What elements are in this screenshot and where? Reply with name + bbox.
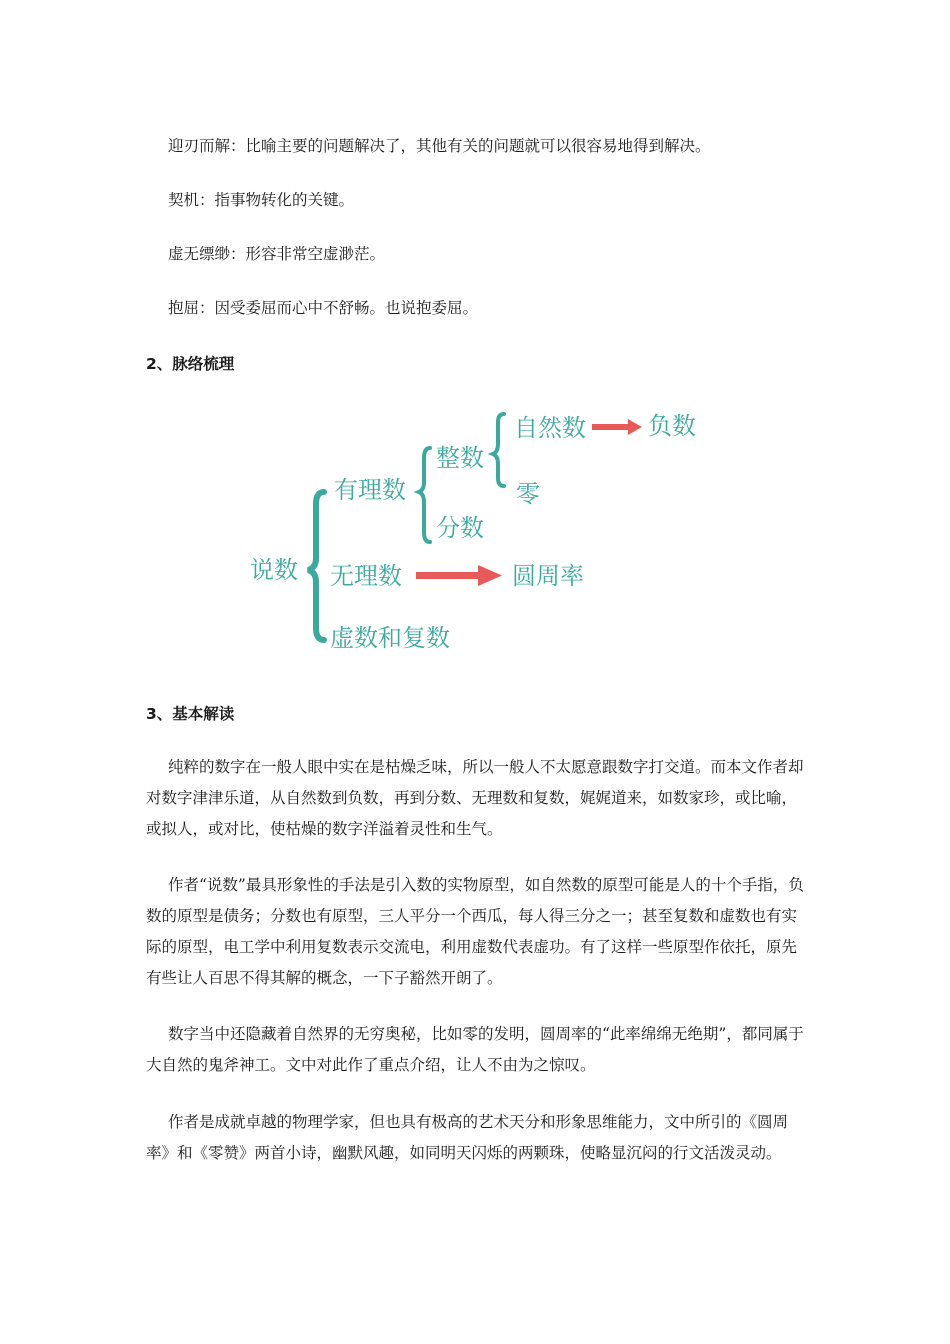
root-brace xyxy=(308,492,324,640)
paragraph-2: 作者“说数”最具形象性的手法是引入数的实物原型，如自然数的原型可能是人的十个手指，负数的原型是债务；分数也有原型，三人平分一个西瓜，每人得三分之一；甚至复数和虚数也有实际的原型，电工学中利用复数表示交流电，利用虚数代表虚功。有了这样一些原型作依托，原先有些让人百思不得其解的概念，一下子豁然开朗了。 xyxy=(146,876,804,987)
definition-2: 契机：指事物转化的关键。 xyxy=(168,191,355,209)
fraction-label: 分数 xyxy=(436,514,484,542)
pi-label: 圆周率 xyxy=(512,562,584,590)
section-3-heading: 3、基本解读 xyxy=(146,705,235,723)
negative-label: 负数 xyxy=(648,412,696,440)
rational-brace xyxy=(419,448,430,542)
definition-1: 迎刃而解：比喻主要的问题解决了，其他有关的问题就可以很容易地得到解决。 xyxy=(168,137,711,155)
paragraph-1: 纯粹的数字在一般人眼中实在是枯燥乏味，所以一般人不太愿意跟数字打交道。而本文作者却对数字津津乐道，从自然数到负数，再到分数、无理数和复数，娓娓道来，如数家珍，或比喻，或拟人，或对比，使枯燥的数字洋溢着灵性和生气。 xyxy=(146,758,804,838)
root-label: 说数 xyxy=(250,556,298,584)
rational-label: 有理数 xyxy=(334,476,406,504)
number-classification-diagram xyxy=(240,400,710,670)
irrational-label: 无理数 xyxy=(330,562,402,590)
paragraph-3: 数字当中还隐藏着自然界的无穷奥秘，比如零的发明，圆周率的“此率绵绵无绝期”，都同属于大自然的鬼斧神工。文中对此作了重点介绍，让人不由为之惊叹。 xyxy=(146,1025,804,1074)
section-2-heading: 2、脉络梳理 xyxy=(146,355,235,373)
arrow-natural-to-negative xyxy=(592,419,642,435)
natural-label: 自然数 xyxy=(514,414,586,442)
integer-label: 整数 xyxy=(436,444,484,472)
integer-brace xyxy=(493,414,504,486)
definition-4: 抱屈：因受委屈而心中不舒畅。也说抱委屈。 xyxy=(168,299,479,317)
paragraph-4: 作者是成就卓越的物理学家，但也具有极高的艺术天分和形象思维能力，文中所引的《圆周率》和《零赞》两首小诗，幽默风趣，如同明天闪烁的两颗珠，使略显沉闷的行文活泼灵动。 xyxy=(146,1113,789,1162)
arrow-irrational-to-pi xyxy=(416,565,502,586)
definition-3: 虚无缥缈：形容非常空虚渺茫。 xyxy=(168,245,386,263)
complex-label: 虚数和复数 xyxy=(330,624,450,652)
zero-label: 零 xyxy=(516,480,540,508)
